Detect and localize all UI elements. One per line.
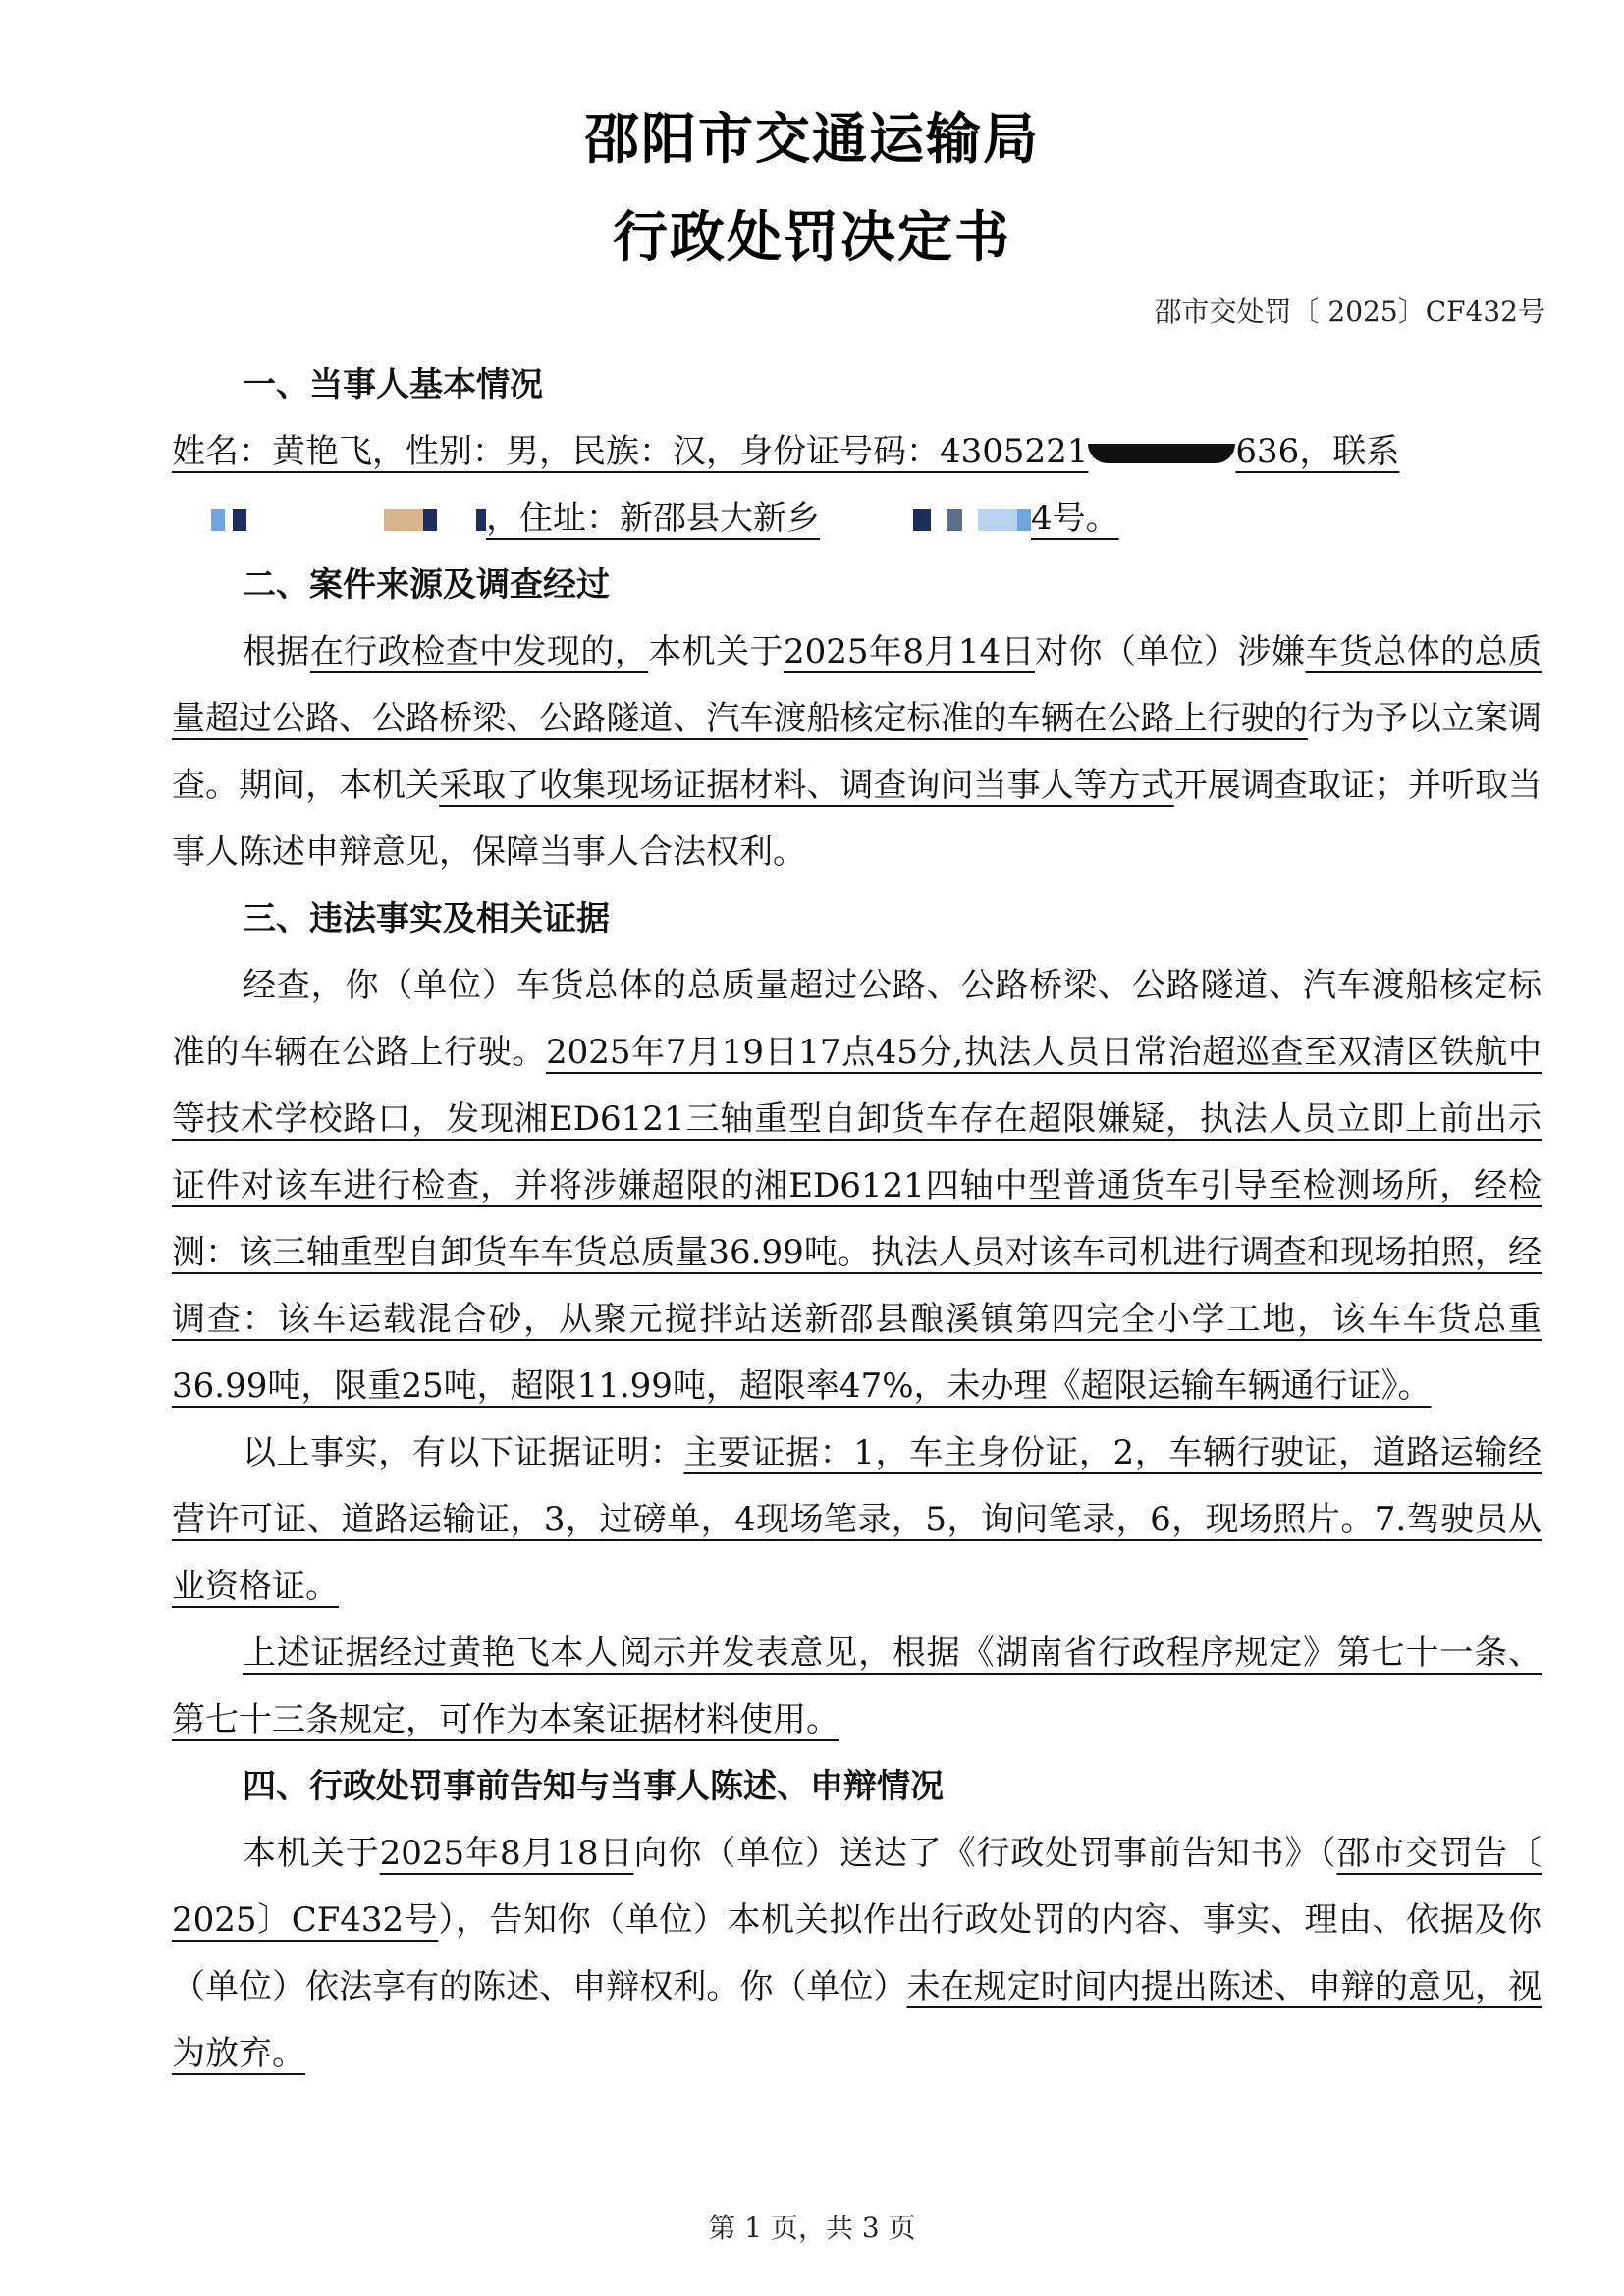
redaction-block: [233, 509, 246, 531]
filing-date: 2025年8月14日: [783, 632, 1035, 671]
section-heading-party-info: 一、当事人基本情况: [243, 365, 543, 404]
page-number: 第 1 页，共 3 页: [708, 2212, 916, 2244]
prior-notice-paragraph: [172, 1820, 1542, 2087]
evidence-list: 主要证据：1，车主身份证，2，车辆行驶证，道路运输经营许可证、道路运输证，3，过磅单，4现场笔录，5，询问笔录，6，现场照片。7.驾驶员从业资格证。: [172, 1433, 1542, 1606]
case-source-text: 行为予以立案调查。期间，本机关: [172, 699, 1543, 805]
evidence-paragraph: [172, 1419, 1542, 1620]
redaction-block: [913, 509, 931, 531]
address-text: ，住址：新邵县大新乡: [486, 499, 820, 538]
redaction-block: [423, 509, 437, 531]
violation-description: 车货总体的总质量超过公路、公路桥梁、公路隧道、汽车渡船核定标准的车辆在公路上行驶的: [172, 632, 1543, 738]
party-info-text-end: 636，联系: [1235, 432, 1400, 471]
case-source-text: 对你（单位）涉嫌: [1034, 632, 1306, 671]
redaction-block: [1088, 444, 1235, 463]
redaction-block: [211, 509, 225, 531]
redaction-block: [1017, 509, 1031, 531]
prior-notice-text: ），告知你（单位）本机关拟作出行政处罚的内容、事实、理由、依据及你（单位）依法享有的陈述、申辩权利。你（单位）: [172, 1900, 1542, 2006]
prior-notice-text: 本机关于: [243, 1834, 380, 1873]
document-title: 行政处罚决定书: [613, 206, 1011, 270]
notice-date: 2025年8月18日: [379, 1834, 634, 1873]
document-body: [172, 351, 1542, 2087]
case-source-text: 开展调查取证；并听取当事人陈述申辩意见，保障当事人合法权利。: [172, 766, 1543, 872]
notice-number: 邵市交罚告〔 2025〕CF432号: [172, 1834, 1543, 1940]
section-heading-case-source: 二、案件来源及调查经过: [243, 565, 610, 605]
case-source-paragraph: [172, 618, 1542, 885]
evidence-intro: 以上事实，有以下证据证明：: [243, 1433, 684, 1472]
case-source-text: 在行政检查中发现的，: [309, 632, 649, 671]
redaction-block: [978, 509, 1017, 531]
case-source-text: 本机关于: [648, 632, 784, 671]
prior-notice-text: 向你（单位）送达了《行政处罚事前告知书》（: [633, 1834, 1337, 1873]
party-info-line-2: [172, 485, 1542, 552]
document-number: 邵市交处罚〔 2025〕CF432号: [1154, 295, 1545, 328]
redaction-block: [384, 509, 423, 531]
redaction-block: [947, 509, 962, 531]
party-info-line-1: [172, 418, 1542, 485]
statement-outcome: 未在规定时间内提出陈述、申辩的意见，视为放弃。: [172, 1967, 1543, 2073]
section-heading-prior-notice: 四、行政处罚事前告知与当事人陈述、申辩情况: [243, 1767, 944, 1806]
evidence-confirmation-text: 上述证据经过黄艳飞本人阅示并发表意见，根据《湖南省行政程序规定》第七十一条、第七十三条规定，可作为本案证据材料使用。: [172, 1633, 1542, 1739]
address-text-end: 4号。: [1031, 499, 1119, 538]
facts-text: 经查，你（单位）车货总体的总质量超过公路、公路桥梁、公路隧道、汽车渡船核定标准的车辆在公路上行驶。: [172, 966, 1542, 1072]
evidence-confirmation-paragraph: [172, 1620, 1542, 1753]
case-source-text: 根据: [243, 632, 310, 671]
issuer-title: 邵阳市交通运输局: [584, 108, 1040, 172]
party-info-text: 姓名：黄艳飞，性别：男，民族：汉，身份证号码：4305221: [172, 432, 1089, 471]
facts-detail: 2025年7月19日17点45分,执法人员日常治超巡查至双清区铁航中等技术学校路口，发现湘ED6121三轴重型自卸货车存在超限嫌疑，执法人员立即上前出示证件对该车进行检查，并将涉嫌超限的湘ED6121四轴中型普通货车引导至检测场所，经检测：该三轴重型自卸货车车货总质量36.99吨。执法人员对该车司机进行调查和现场拍照，经调查：该车运载混合砂，从聚元搅拌站送新邵县酿溪镇第四完全小学工地，该车车货总重36.99吨，限重25吨，超限11.99吨，超限率47%，未办理《超限运输车辆通行证》。: [172, 1033, 1542, 1406]
investigation-methods: 采取了收集现场证据材料、调查询问当事人等方式: [439, 766, 1174, 805]
redaction-block: [476, 509, 486, 531]
section-heading-facts-evidence: 三、违法事实及相关证据: [243, 899, 610, 938]
facts-paragraph: [172, 952, 1542, 1419]
